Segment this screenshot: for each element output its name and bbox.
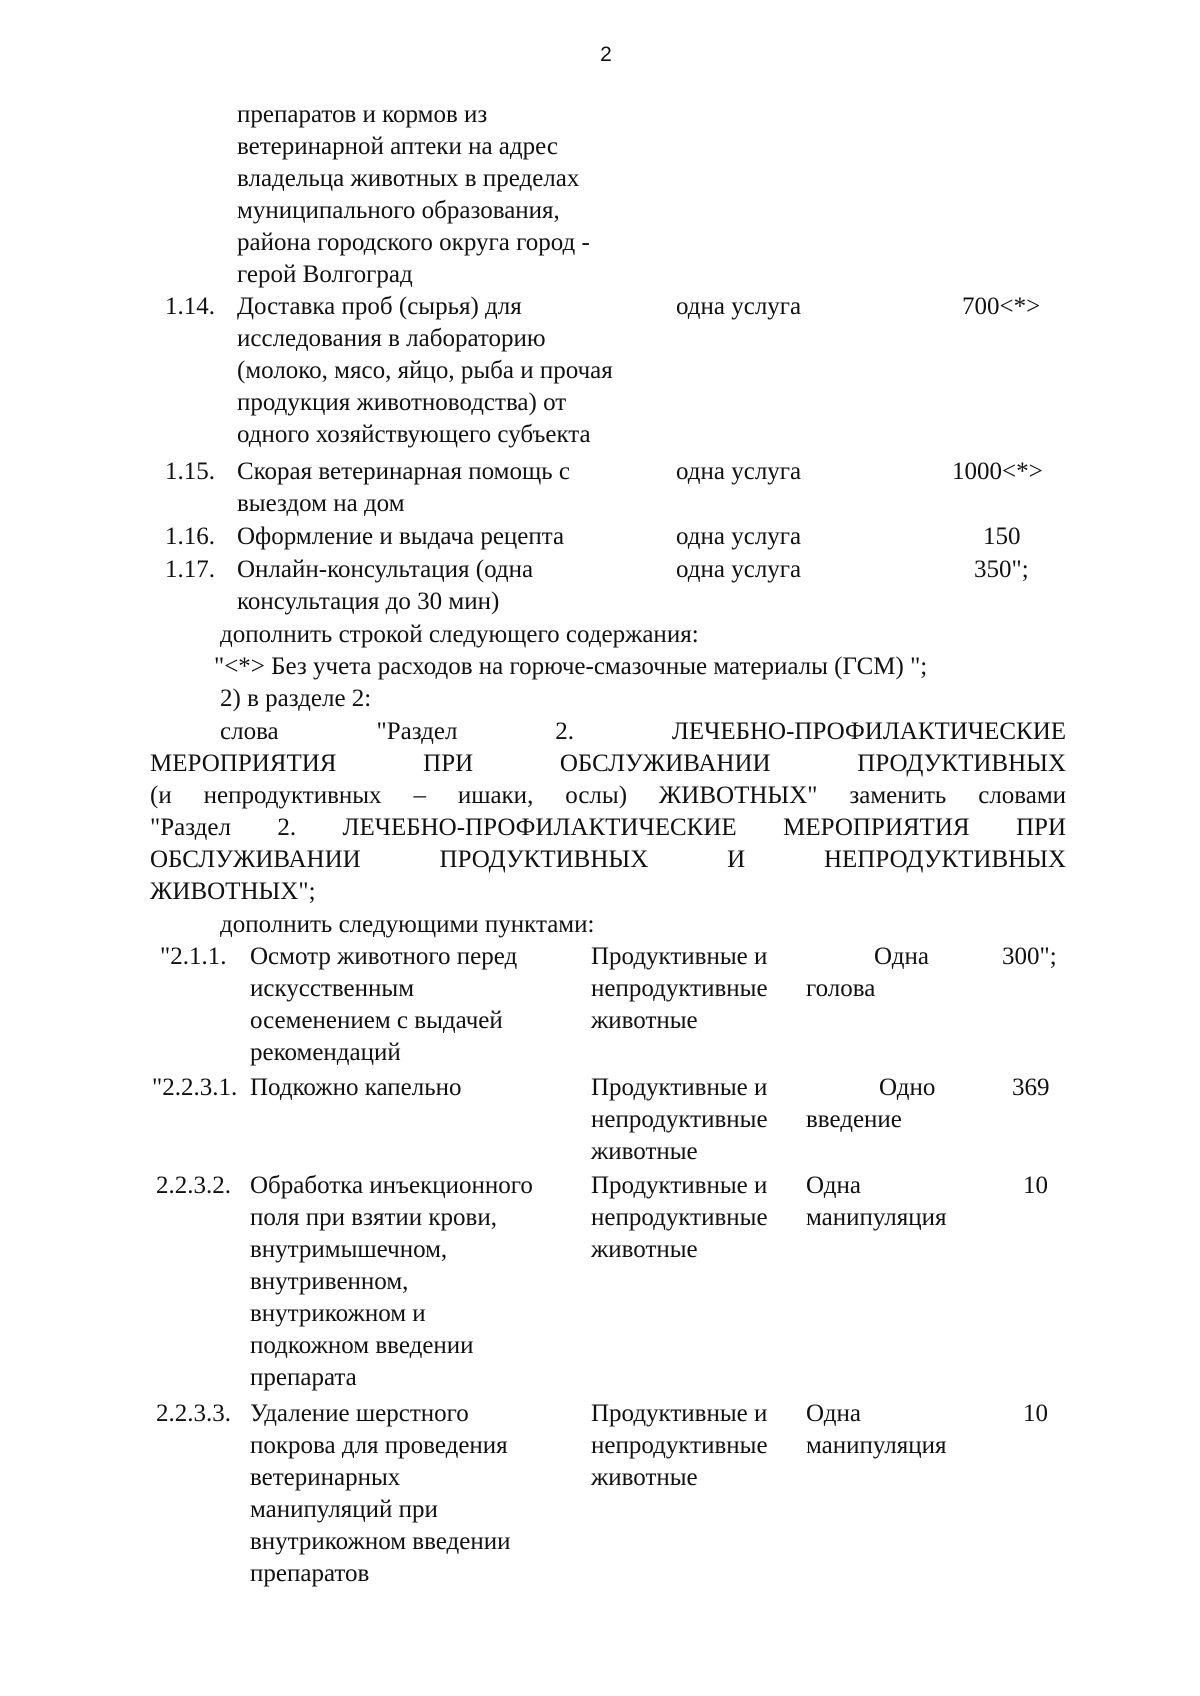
category-line: животные (591, 1236, 698, 1263)
description-line: внутрикожном введении (250, 1528, 511, 1555)
paragraph: 2) в разделе 2: (220, 685, 372, 712)
unit-line: введение (806, 1106, 902, 1133)
unit-line: Одна (874, 943, 929, 970)
justified-line: ОБСЛУЖИВАНИИ ПРОДУКТИВНЫХ И НЕПРОДУКТИВНЫХ (150, 846, 1067, 873)
continuation-line: ветеринарной аптеки на адрес (237, 133, 558, 160)
description-line: внутривенном, (250, 1268, 409, 1295)
description-line: поля при взятии крови, (250, 1204, 497, 1231)
row-number: "2.2.3.1. (152, 1074, 238, 1101)
row-number: 1.16. (165, 523, 215, 550)
category-line: животные (591, 1007, 698, 1034)
description-line: Оформление и выдача рецепта (237, 523, 565, 550)
category-line: непродуктивные (591, 1204, 768, 1231)
description-line: выездом на дом (237, 490, 405, 517)
continuation-line: препаратов и кормов из (237, 101, 488, 128)
unit-line: Одна (806, 1172, 861, 1199)
unit-line: Одно (879, 1074, 936, 1101)
category-line: животные (591, 1464, 698, 1491)
row-unit (806, 1398, 947, 1462)
paragraph: дополнить строкой следующего содержания: (220, 621, 699, 648)
continuation-line: герой Волгоград (237, 261, 413, 288)
row-price: 350"; (974, 556, 1029, 583)
justified-line: (и непродуктивных – ишаки, ослы) ЖИВОТНЫХ" заменить словами (150, 782, 1067, 809)
unit-line: манипуляция (806, 1432, 947, 1459)
row-unit (806, 1170, 947, 1234)
description-line: препарата (250, 1364, 357, 1391)
continuation-line: муниципального образования, (237, 197, 560, 224)
row-description (250, 1398, 510, 1590)
justified-line: слова "Раздел 2. ЛЕЧЕБНО-ПРОФИЛАКТИЧЕСКИЕ (220, 718, 1067, 745)
description-line: Доставка проб (сырья) для (237, 293, 522, 320)
category-line: непродуктивные (591, 1432, 768, 1459)
row-unit (806, 941, 929, 1005)
category-line: непродуктивные (591, 1106, 768, 1133)
unit-line: манипуляция (806, 1204, 947, 1231)
description-line: рекомендаций (250, 1039, 401, 1066)
description-line: осеменением с выдачей (250, 1007, 503, 1034)
category-line: Продуктивные и (591, 1400, 768, 1427)
row-number: 1.15. (165, 458, 215, 485)
description-line: покрова для проведения (250, 1432, 508, 1459)
continuation-line: владельца животных в пределах (237, 165, 580, 192)
description-line: Онлайн-консультация (одна (237, 556, 534, 583)
description-line: Подкожно капельно (250, 1074, 462, 1101)
description-line: подкожном введении (250, 1332, 474, 1359)
description-line: исследования в лабораторию (237, 325, 546, 352)
row-price: 300"; (1002, 943, 1057, 970)
row-category (591, 1398, 768, 1494)
description-line: Скорая ветеринарная помощь с (237, 458, 570, 485)
row-price: 1000<*> (952, 458, 1043, 485)
row-category (591, 1072, 768, 1168)
category-line: Продуктивные и (591, 943, 768, 970)
row-number: 1.17. (165, 556, 215, 583)
category-line: животные (591, 1138, 698, 1165)
row-price: 700<*> (962, 293, 1041, 320)
justified-line: МЕРОПРИЯТИЯ ПРИ ОБСЛУЖИВАНИИ ПРОДУКТИВНЫХ (150, 750, 1067, 777)
description-line: Осмотр животного перед (250, 943, 518, 970)
paragraph: ЖИВОТНЫХ"; (150, 878, 316, 905)
row-description (250, 1170, 533, 1394)
row-price: 150 (983, 523, 1021, 550)
row-unit: одна услуга (676, 458, 802, 485)
row-description (237, 554, 677, 618)
row-price: 10 (1023, 1400, 1048, 1427)
paragraph: дополнить следующими пунктами: (220, 911, 595, 938)
description-line: манипуляций при (250, 1496, 438, 1523)
row-number: "2.1.1. (160, 943, 227, 970)
unit-line: голова (806, 975, 876, 1002)
continuation-line: района городского округа город - (237, 229, 590, 256)
justified-line: "Раздел 2. ЛЕЧЕБНО-ПРОФИЛАКТИЧЕСКИЕ МЕРОПРИЯТИЯ ПРИ (150, 814, 1066, 841)
page-number: 2 (600, 43, 612, 66)
description-line: ветеринарных (250, 1464, 401, 1491)
category-line: Продуктивные и (591, 1172, 768, 1199)
description-line: внутрикожном и (250, 1300, 426, 1327)
row-unit: одна услуга (676, 293, 802, 320)
category-line: непродуктивные (591, 975, 768, 1002)
row-price: 10 (1023, 1172, 1048, 1199)
description-line: консультация до 30 мин) (237, 588, 500, 615)
row-unit: одна услуга (676, 556, 802, 583)
description-line: (молоко, мясо, яйцо, рыба и прочая (237, 357, 613, 384)
row-description (237, 291, 677, 451)
category-line: Продуктивные и (591, 1074, 768, 1101)
row-number: 1.14. (165, 293, 215, 320)
row-description (250, 941, 517, 1069)
description-line: внутримышечном, (250, 1236, 448, 1263)
description-line: Обработка инъекционного (250, 1172, 533, 1199)
row-number: 2.2.3.3. (156, 1400, 231, 1427)
row-category (591, 1170, 768, 1266)
row-price: 369 (1012, 1074, 1050, 1101)
row-unit (806, 1072, 935, 1136)
row-description (237, 456, 677, 520)
paragraph: "<*> Без учета расходов на горюче-смазочные материалы (ГСМ) "; (214, 653, 928, 680)
description-line: искусственным (250, 975, 415, 1002)
description-line: одного хозяйствующего субъекта (237, 421, 591, 448)
row-category (591, 941, 768, 1037)
row-unit: одна услуга (676, 523, 802, 550)
unit-line: Одна (806, 1400, 861, 1427)
row-description (250, 1072, 461, 1104)
description-line: препаратов (250, 1560, 370, 1587)
description-line: продукция животноводства) от (237, 389, 567, 416)
row-description (237, 521, 677, 553)
row-number: 2.2.3.2. (156, 1172, 231, 1199)
description-line: Удаление шерстного (250, 1400, 469, 1427)
